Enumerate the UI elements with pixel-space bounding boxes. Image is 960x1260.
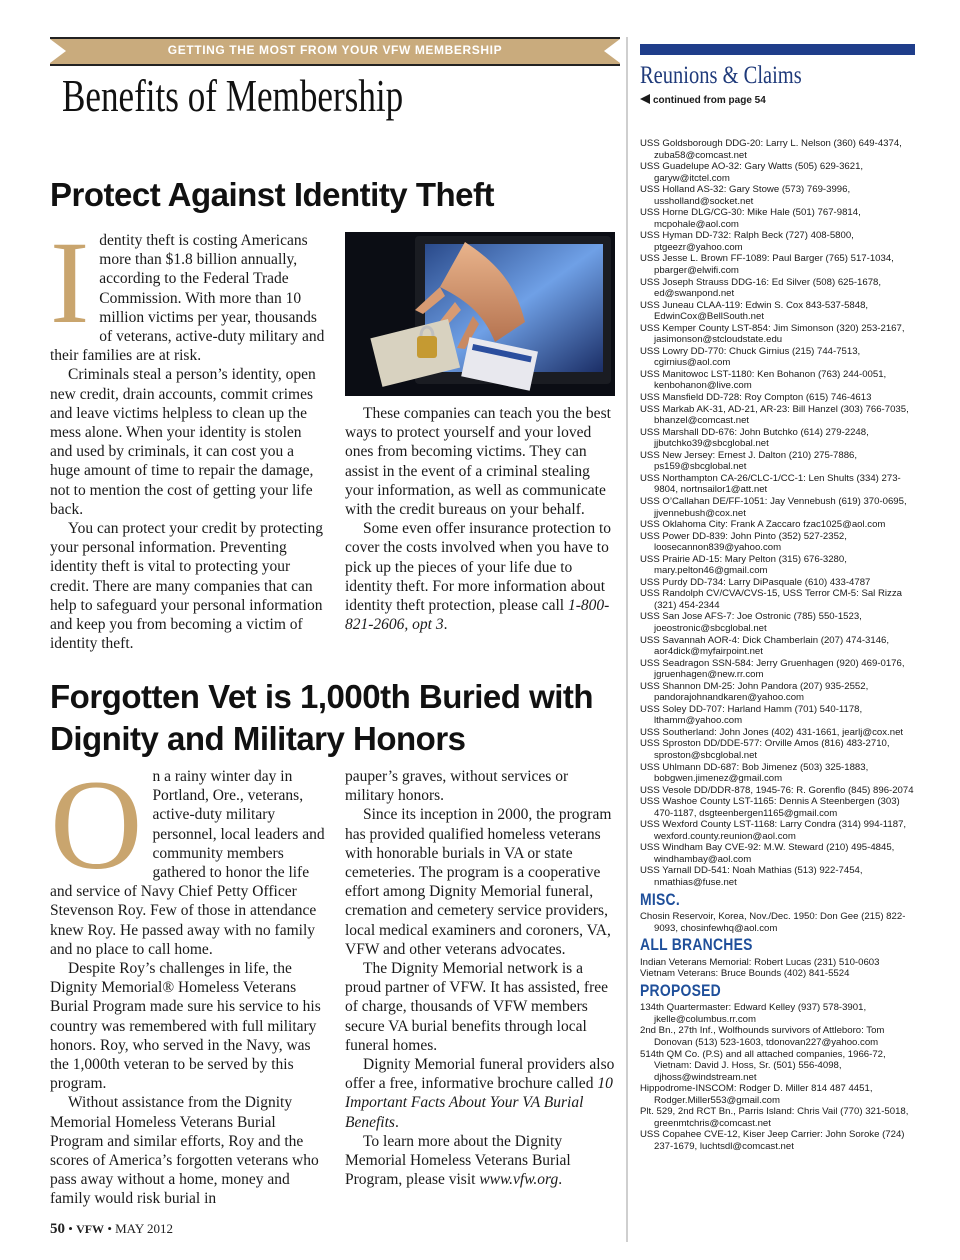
article2-paragraph: Without assistance from the Dignity Memorial Homeless Veterans Burial Program and similar efforts, Roy and the scores of America’s forgotten veterans who pass away without a home, money and family would risk burial in — [50, 1094, 319, 1208]
list-item: USS O’Callahan DE/FF-1051: Jay Vennebush (619) 370-0695, jjvennebush@cox.net — [640, 495, 907, 519]
all-branches-heading: ALL BRANCHES — [640, 935, 753, 955]
list-item: USS Purdy DD-734: Larry DiPasquale (610) 433-4787 — [640, 576, 871, 588]
article2-headline: Forgotten Vet is 1,000th Buried with Dignity and Military Honors — [50, 678, 594, 757]
list-item: 514th QM Co. (P.S) and all attached companies, 1966-72, Vietnam: David J. Hoss, Sr. (501) 556-4098, djhoss@windstream.net — [640, 1048, 886, 1083]
list-item: USS Sproston DD/DDE-577: Orville Amos (816) 483-2710, sproston@sbcglobal.net — [640, 738, 890, 761]
misc-entries — [640, 911, 920, 934]
article1-column-left — [50, 217, 325, 653]
article1-column-right — [345, 404, 617, 634]
article2-dropcap: O — [50, 754, 143, 896]
banner-text: GETTING THE MOST FROM YOUR VFW MEMBERSHIP — [167, 43, 503, 57]
list-item: USS Holland AS-32: Gary Stowe (573) 769-3996, ussholland@socket.net — [640, 184, 851, 207]
article2-paragraph: Despite Roy’s challenges in life, the Dignity Memorial® Homeless Veterans Burial Program made sure his service to his country was remembered with full military honors. Roy, who served in the Navy, was the 1,000th veteran to be served by this program. — [50, 960, 321, 1093]
sidebar-top-bar — [640, 44, 915, 55]
list-item: USS Washoe County LST-1165: Dennis A Steenbergen (303) 470-1187, dsgteenbergen1165@gmail.com — [640, 796, 900, 819]
list-item: USS Randolph CV/CVA/CVS-15, USS Terror CM-5: Sal Rizza (321) 454-2344 — [640, 588, 902, 611]
list-item: USS Savannah AOR-4: Dick Chamberlain (207) 474-3146, aor4dick@myfairpoint.net — [640, 634, 890, 658]
article2-paragraph: pauper’s graves, without services or military honors. — [345, 768, 569, 805]
list-item: USS Uhlmann DD-687: Bob Jimenez (503) 325-1883, bobgwen.jimenez@gmail.com — [640, 761, 869, 785]
article2-text: To learn more about the Dignity Memorial Homeless Veterans Burial Program, please visit — [345, 1132, 571, 1189]
magazine-name: VFW — [76, 1222, 105, 1236]
article2-paragraph — [345, 1132, 617, 1190]
sidebar-title: Reunions & Claims — [640, 62, 802, 89]
list-item: USS Wexford County LST-1168: Larry Condra (314) 994-1187, wexford.county.reunion@aol.com — [640, 819, 907, 842]
column-divider — [626, 37, 628, 1242]
list-item: USS Guadelupe AO-32: Gary Watts (505) 629-3621, garyw@itctel.com — [640, 161, 864, 184]
proposed-entries — [640, 1002, 920, 1152]
list-item: USS San Jose AFS-7: Joe Ostronic (785) 550-1523, joeostronic@sbcglobal.net — [640, 611, 862, 634]
article2-paragraph — [345, 1055, 617, 1132]
list-item: USS Marshall DD-676: John Butchko (614) 279-2248, jjbutchko39@sbcglobal.net — [640, 426, 869, 450]
article2-text: . — [394, 1113, 399, 1131]
page-number: 50 — [50, 1221, 65, 1237]
issue-date: MAY 2012 — [115, 1221, 174, 1236]
list-item: USS Hyman DD-732: Ralph Beck (727) 408-5800, ptgeezr@yahoo.com — [640, 230, 854, 253]
article1-paragraph: Criminals steal a person’s identity, open new credit, drain accounts, commit crimes and leave victims helpless to clean up the mess alone. When your identity is stolen and used by criminals, it can cost you a huge amount of time to repair the damage, not to mention the cost of getting your life back. — [50, 366, 316, 518]
article2-text: Dignity Memorial funeral providers also offer a free, informative brochure called — [345, 1056, 615, 1093]
list-item: USS Lowry DD-770: Chuck Girnius (215) 744-7513, cgirnius@aol.com — [640, 345, 861, 369]
list-item: USS Jesse L. Brown FF-1089: Paul Barger (765) 517-1034, pbarger@elwifi.com — [640, 253, 894, 277]
list-item: USS Oklahoma City: Frank A Zaccaro fzac1025@aol.com — [640, 519, 886, 531]
list-item: Plt. 529, 2nd RCT Bn., Parris Island: Chris Vail (770) 321-5018, greenmtchris@comcast.net — [640, 1106, 909, 1129]
article1-paragraph: You can protect your credit by protecting your personal information. Preventing identity theft is vital to protecting your credit. There are many companies that can help to safeguard your personal information and keep you from becoming a victim of identity theft. — [50, 520, 323, 653]
list-item: USS Prairie AD-15: Mary Pelton (315) 676-3280, mary.pelton46@gmail.com — [640, 553, 847, 577]
section-title: Benefits of Membership — [62, 71, 404, 121]
list-item: USS Windham Bay CVE-92: M.W. Steward (210) 495-4845, windhambay@aol.com — [640, 842, 895, 865]
website-link[interactable]: www.vfw.org — [479, 1171, 559, 1189]
list-item: USS Vesole DD/DDR-878, 1945-76: R. Gorenflo (845) 896-2074 — [640, 784, 914, 796]
identity-theft-photo — [345, 232, 615, 396]
list-item: USS Manitowoc LST-1180: Ken Bohanon (763) 244-0051, kenbohanon@live.com — [640, 368, 887, 392]
article2-column-right — [345, 767, 617, 1189]
list-item: 2nd Bn., 27th Inf., Wolfhounds survivors of Attleboro: Tom Donovan (513) 523-1603, tdonovan227@yahoo.com — [640, 1025, 885, 1049]
misc-heading: MISC. — [640, 889, 680, 909]
list-item: USS Mansfield DD-728: Roy Compton (615) 746-4613 — [640, 392, 872, 404]
list-item: USS Kemper County LST-854: Jim Simonson (320) 253-2167, jasimonson@stcloudstate.edu — [640, 322, 905, 346]
article1-paragraph: These companies can teach you the best ways to protect yourself and your loved ones from becoming victims. They can assist in the event of a criminal stealing your information, as well as communicate with the credit bureaus on your behalf. — [345, 405, 611, 519]
arrow-left-icon — [640, 94, 650, 104]
page-footer: 50 • VFW • MAY 2012 — [50, 1221, 174, 1237]
list-item: USS Northampton CA-26/CLC-1/CC-1: Len Shults (334) 273-9804, nortnsailor1@att.net — [640, 472, 901, 496]
continued-text: continued from page 54 — [653, 95, 766, 106]
list-item: USS Soley DD-707: Harland Hamm (701) 540-1178, lthamm@yahoo.com — [640, 703, 863, 727]
list-item: 134th Quartermaster: Edward Kelley (937) 578-3901, jkelle@columbus.rr.com — [640, 1002, 867, 1025]
article1-text: Some even offer insurance protection to cover the costs involved when you have to pick up the pieces of your life due to identity theft. For more information about identity theft protection, please call — [345, 520, 612, 615]
list-item: Indian Veterans Memorial: Robert Lucas (231) 510-0603 — [640, 956, 880, 968]
list-item: USS Joseph Strauss DDG-16: Ed Silver (508) 625-1678, ed@swanpond.net — [640, 276, 882, 300]
list-item: Hippodrome-INSCOM: Rodger D. Miller 814 487 4451, Rodger.Miller553@gmail.com — [640, 1083, 873, 1106]
list-item: USS Markab AK-31, AD-21, AR-23: Bill Hanzel (303) 766-7035, bhanzel@comcast.net — [640, 403, 909, 427]
reunions-list — [640, 138, 920, 1152]
article2-paragraph: The Dignity Memorial network is a proud partner of VFW. It has assisted, free of charge, thousands of VFW members secure VA burial benefits through local funeral homes. — [345, 960, 609, 1054]
brochure-title: 10 Important Facts About Your VA Burial Benefits — [345, 1075, 613, 1131]
list-item: USS Shannon DM-25: John Pandora (207) 935-2552, pandorajohnandkaren@yahoo.com — [640, 680, 869, 704]
article2-paragraph: n a rainy winter day in Portland, Ore., veterans, active-duty military personnel, local leaders and community members gathered to honor the life and service of Navy Chief Petty Officer Stevenson Roy. Few of those in attendance knew Roy. He passed away with no family and no place to call home. — [50, 768, 325, 958]
article1-dropcap: I — [50, 217, 90, 348]
article2-column-left — [50, 754, 325, 1209]
article1-paragraph: dentity theft is costing Americans more than $1.8 billion annually, according to the Federal Trade Commission. With more than 10 million victims per year, thousands of veterans, active-duty military and their families are at risk. — [50, 232, 325, 365]
phone-number: 1-800-821-2606, opt 3 — [345, 597, 610, 634]
list-item: USS Juneau CLAA-119: Edwin S. Cox 843-537-5848, EdwinCox@BellSouth.net — [640, 299, 869, 323]
list-item: USS Copahee CVE-12, Kiser Jeep Carrier: John Soroke (724) 237-1679, luchtsdl@comcast.net — [640, 1129, 905, 1152]
list-item: USS Power DD-839: John Pinto (352) 527-2352, loosecannon839@yahoo.com — [640, 530, 847, 554]
article1-headline: Protect Against Identity Theft — [50, 176, 494, 213]
continued-note — [640, 94, 766, 106]
article2-paragraph: Since its inception in 2000, the program has provided qualified homeless veterans with honorable burials in VA or state cemeteries. The program is a cooperative effort among Dignity Memorial funeral, cremation and cemetery service providers, local medical examiners and coroners, VA, VFW and other veterans advocates. — [345, 806, 612, 958]
article2-text: . — [558, 1171, 563, 1189]
article1-paragraph — [345, 519, 617, 634]
list-item: USS New Jersey: Ernest J. Dalton (210) 275-7886, ps159@sbcglobal.net — [640, 449, 858, 473]
reunion-entries — [640, 138, 920, 889]
list-item: Chosin Reservoir, Korea, Nov./Dec. 1950: Don Gee (215) 822-9093, chosinfewhq@aol.com — [640, 911, 906, 934]
article1-text: . — [443, 616, 448, 634]
list-item: Vietnam Veterans: Bruce Bounds (402) 841-5524 — [640, 968, 850, 980]
list-item: USS Yarnall DD-541: Noah Mathias (513) 922-7454, nmathias@fuse.net — [640, 865, 863, 888]
list-item: USS Horne DLG/CG-30: Mike Hale (501) 767-9814, mcpohale@aol.com — [640, 207, 861, 230]
list-item: USS Goldsborough DDG-20: Larry L. Nelson (360) 649-4374, zuba58@comcast.net — [640, 138, 902, 161]
list-item: USS Seadragon SSN-584: Jerry Gruenhagen (920) 469-0176, jgruenhagen@new.rr.com — [640, 657, 905, 681]
list-item: USS Southerland: John Jones (402) 431-1661, jearlj@cox.net — [640, 726, 904, 738]
section-banner — [50, 37, 620, 66]
proposed-heading: PROPOSED — [640, 980, 721, 1000]
hand-monitor-illustration — [345, 232, 615, 396]
all-branches-entries — [640, 957, 920, 980]
